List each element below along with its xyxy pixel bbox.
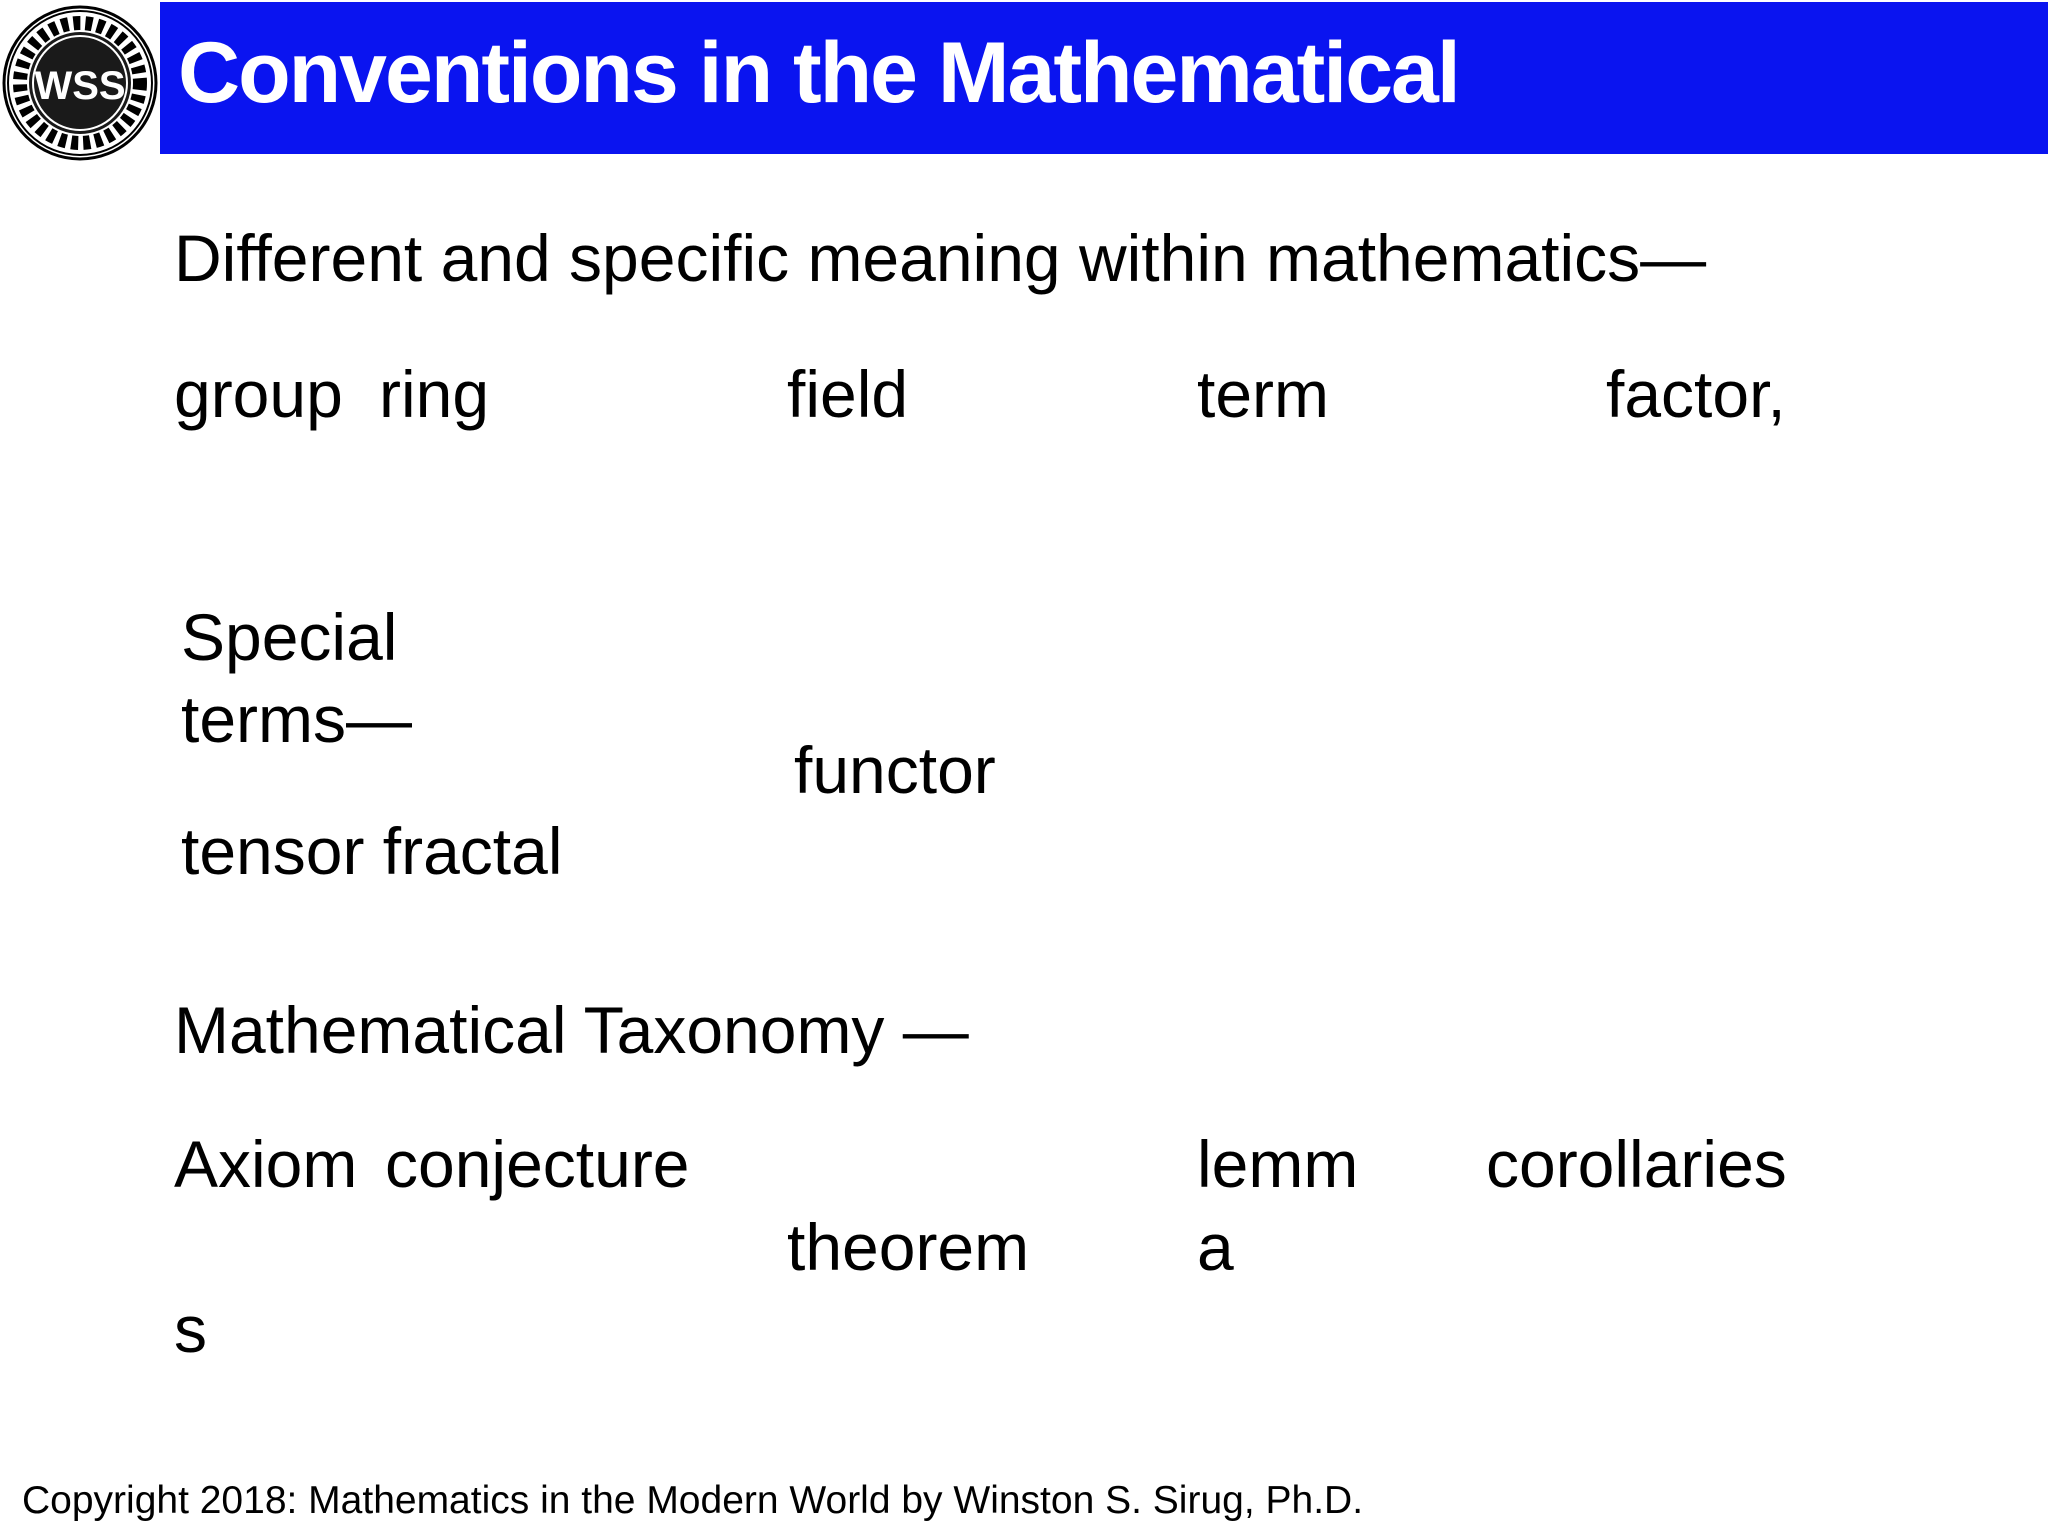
- footer-copyright: Copyright 2018: Mathematics in the Modern World by Winston S. Sirug, Ph.D.: [22, 1479, 1364, 1522]
- wss-logo-graphic: [2, 5, 158, 161]
- term-functor: functor: [794, 733, 996, 807]
- term-group: group: [174, 357, 343, 431]
- meaning-heading: Different and specific meaning within mathematics—: [174, 221, 1707, 295]
- term-term: term: [1197, 357, 1329, 431]
- term-theorem: theorem: [787, 1210, 1030, 1284]
- taxonomy-heading: Mathematical Taxonomy —: [174, 993, 969, 1067]
- term-axiom: Axiom: [174, 1127, 358, 1201]
- term-lemma-line2: a: [1197, 1210, 1234, 1284]
- title-bar: [160, 2, 2048, 154]
- term-axiom-suffix: s: [174, 1292, 207, 1366]
- term-field: field: [787, 357, 909, 431]
- term-conjecture: conjecture: [385, 1127, 690, 1201]
- logo-text: WSS: [34, 64, 126, 108]
- term-factor: factor,: [1606, 357, 1786, 431]
- term-corollaries: corollaries: [1486, 1127, 1787, 1201]
- term-ring: ring: [379, 357, 490, 431]
- term-lemma-line1: lemm: [1197, 1127, 1359, 1201]
- special-terms-line: tensor fractal: [181, 814, 563, 888]
- page-title: Conventions in the Mathematical: [178, 25, 1459, 121]
- special-heading-line2: terms—: [181, 682, 412, 756]
- wss-logo: [2, 5, 158, 161]
- special-heading-line1: Special: [181, 600, 398, 674]
